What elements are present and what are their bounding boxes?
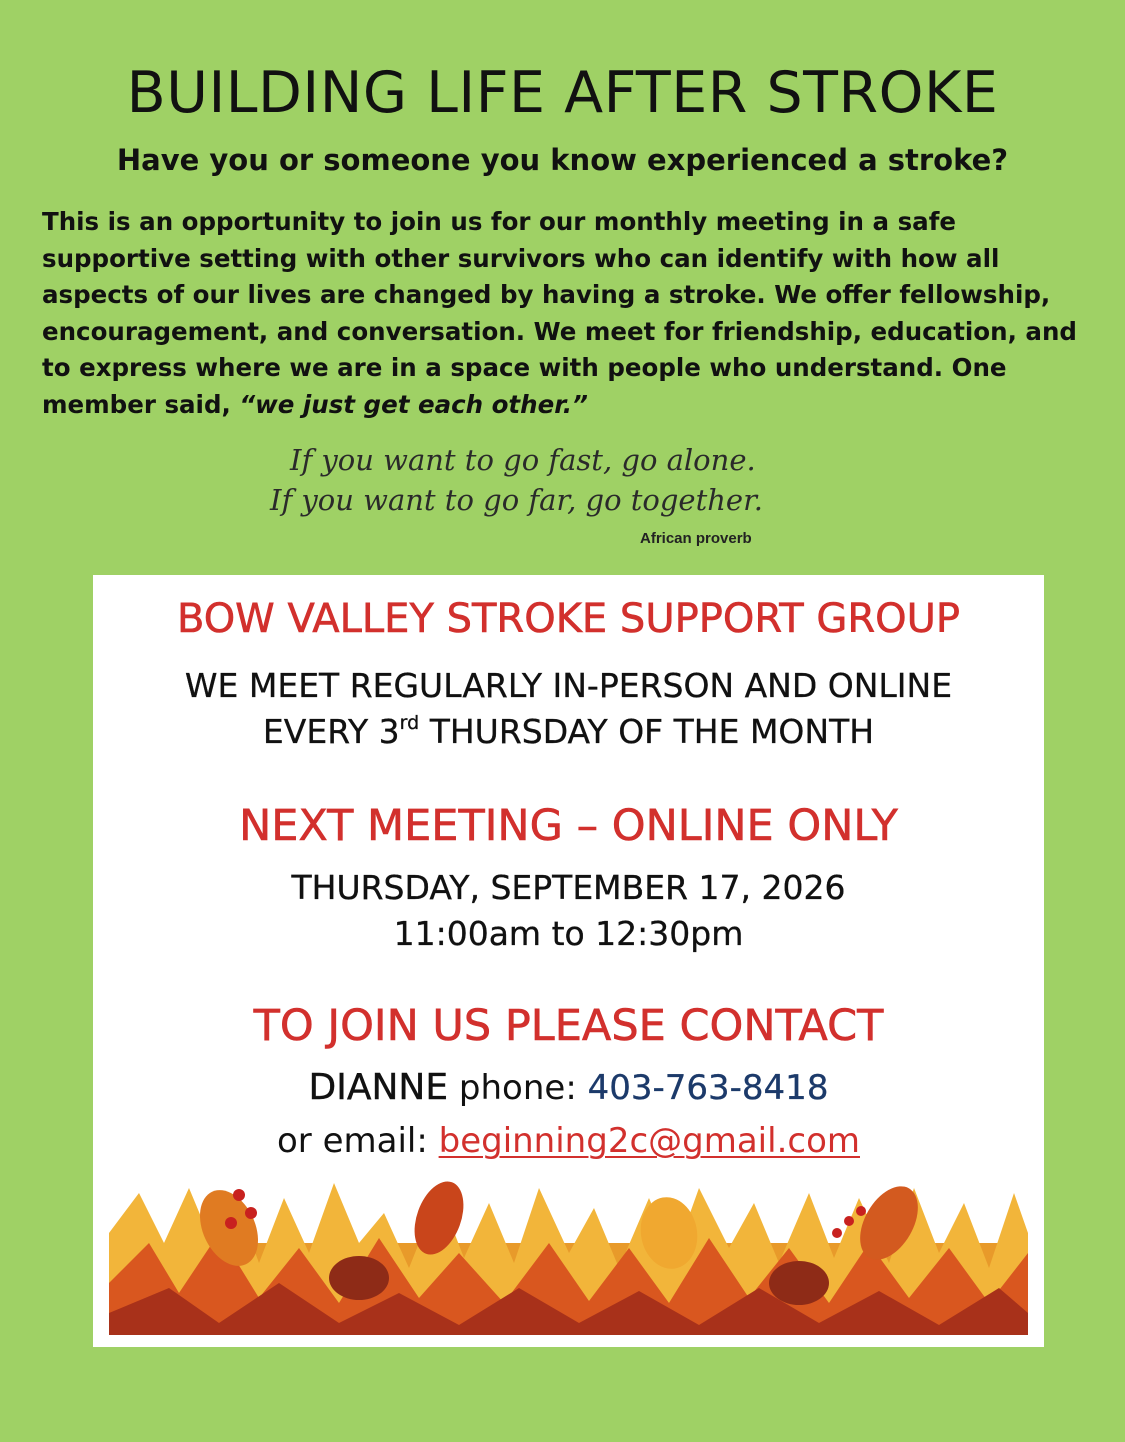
leaf-cluster: [109, 1175, 1028, 1335]
schedule-line-1: WE MEET REGULARLY IN-PERSON AND ONLINE: [184, 666, 953, 705]
email-label: or email:: [276, 1121, 439, 1161]
proverb: [270, 440, 830, 520]
group-name: BOW VALLEY STROKE SUPPORT GROUP: [176, 596, 961, 642]
next-meeting-date: THURSDAY, SEPTEMBER 17, 2026: [291, 868, 846, 907]
proverb-line-1: If you want to go fast, go alone.: [290, 443, 756, 477]
email-link[interactable]: beginning2c@gmail.com: [438, 1121, 860, 1161]
ordinal-suffix: rd: [399, 712, 420, 734]
schedule-line-2: [93, 709, 1044, 755]
schedule-line-2-prefix: EVERY 3: [262, 712, 400, 751]
next-meeting-time: 11:00am to 12:30pm: [393, 914, 744, 953]
next-meeting-details: [93, 865, 1044, 957]
proverb-line-2: If you want to go far, go together.: [270, 483, 763, 517]
proverb-source: African proverb: [640, 530, 752, 547]
page-subtitle: Have you or someone you know experienced a stroke?: [116, 143, 1009, 177]
meeting-schedule: [93, 663, 1044, 755]
intro-text: This is an opportunity to join us for our monthly meeting in a safe supportive setting with other survivors who can identify with how all aspects of our lives are changed by having a stroke. We offer fellowship, encouragement, and conversation. We meet for friendship, education, and to express where we are in a space with people who understand. One member said,: [42, 207, 1077, 419]
schedule-line-2-suffix: THURSDAY OF THE MONTH: [419, 712, 875, 751]
page-title: BUILDING LIFE AFTER STROKE: [126, 60, 999, 126]
contact-phone-line: [93, 1067, 1044, 1108]
next-meeting-title: NEXT MEETING – ONLINE ONLY: [239, 801, 898, 851]
intro-paragraph: [42, 204, 1092, 423]
phone-number[interactable]: 403-763-8418: [587, 1068, 829, 1108]
autumn-leaves-border: [109, 1173, 1028, 1335]
contact-title: TO JOIN US PLEASE CONTACT: [253, 1001, 884, 1051]
contact-email-line: [93, 1121, 1044, 1161]
member-quote: “we just get each other.”: [239, 389, 588, 419]
info-card: [93, 575, 1044, 1347]
phone-label: phone:: [448, 1068, 588, 1108]
contact-name: DIANNE: [308, 1067, 449, 1108]
